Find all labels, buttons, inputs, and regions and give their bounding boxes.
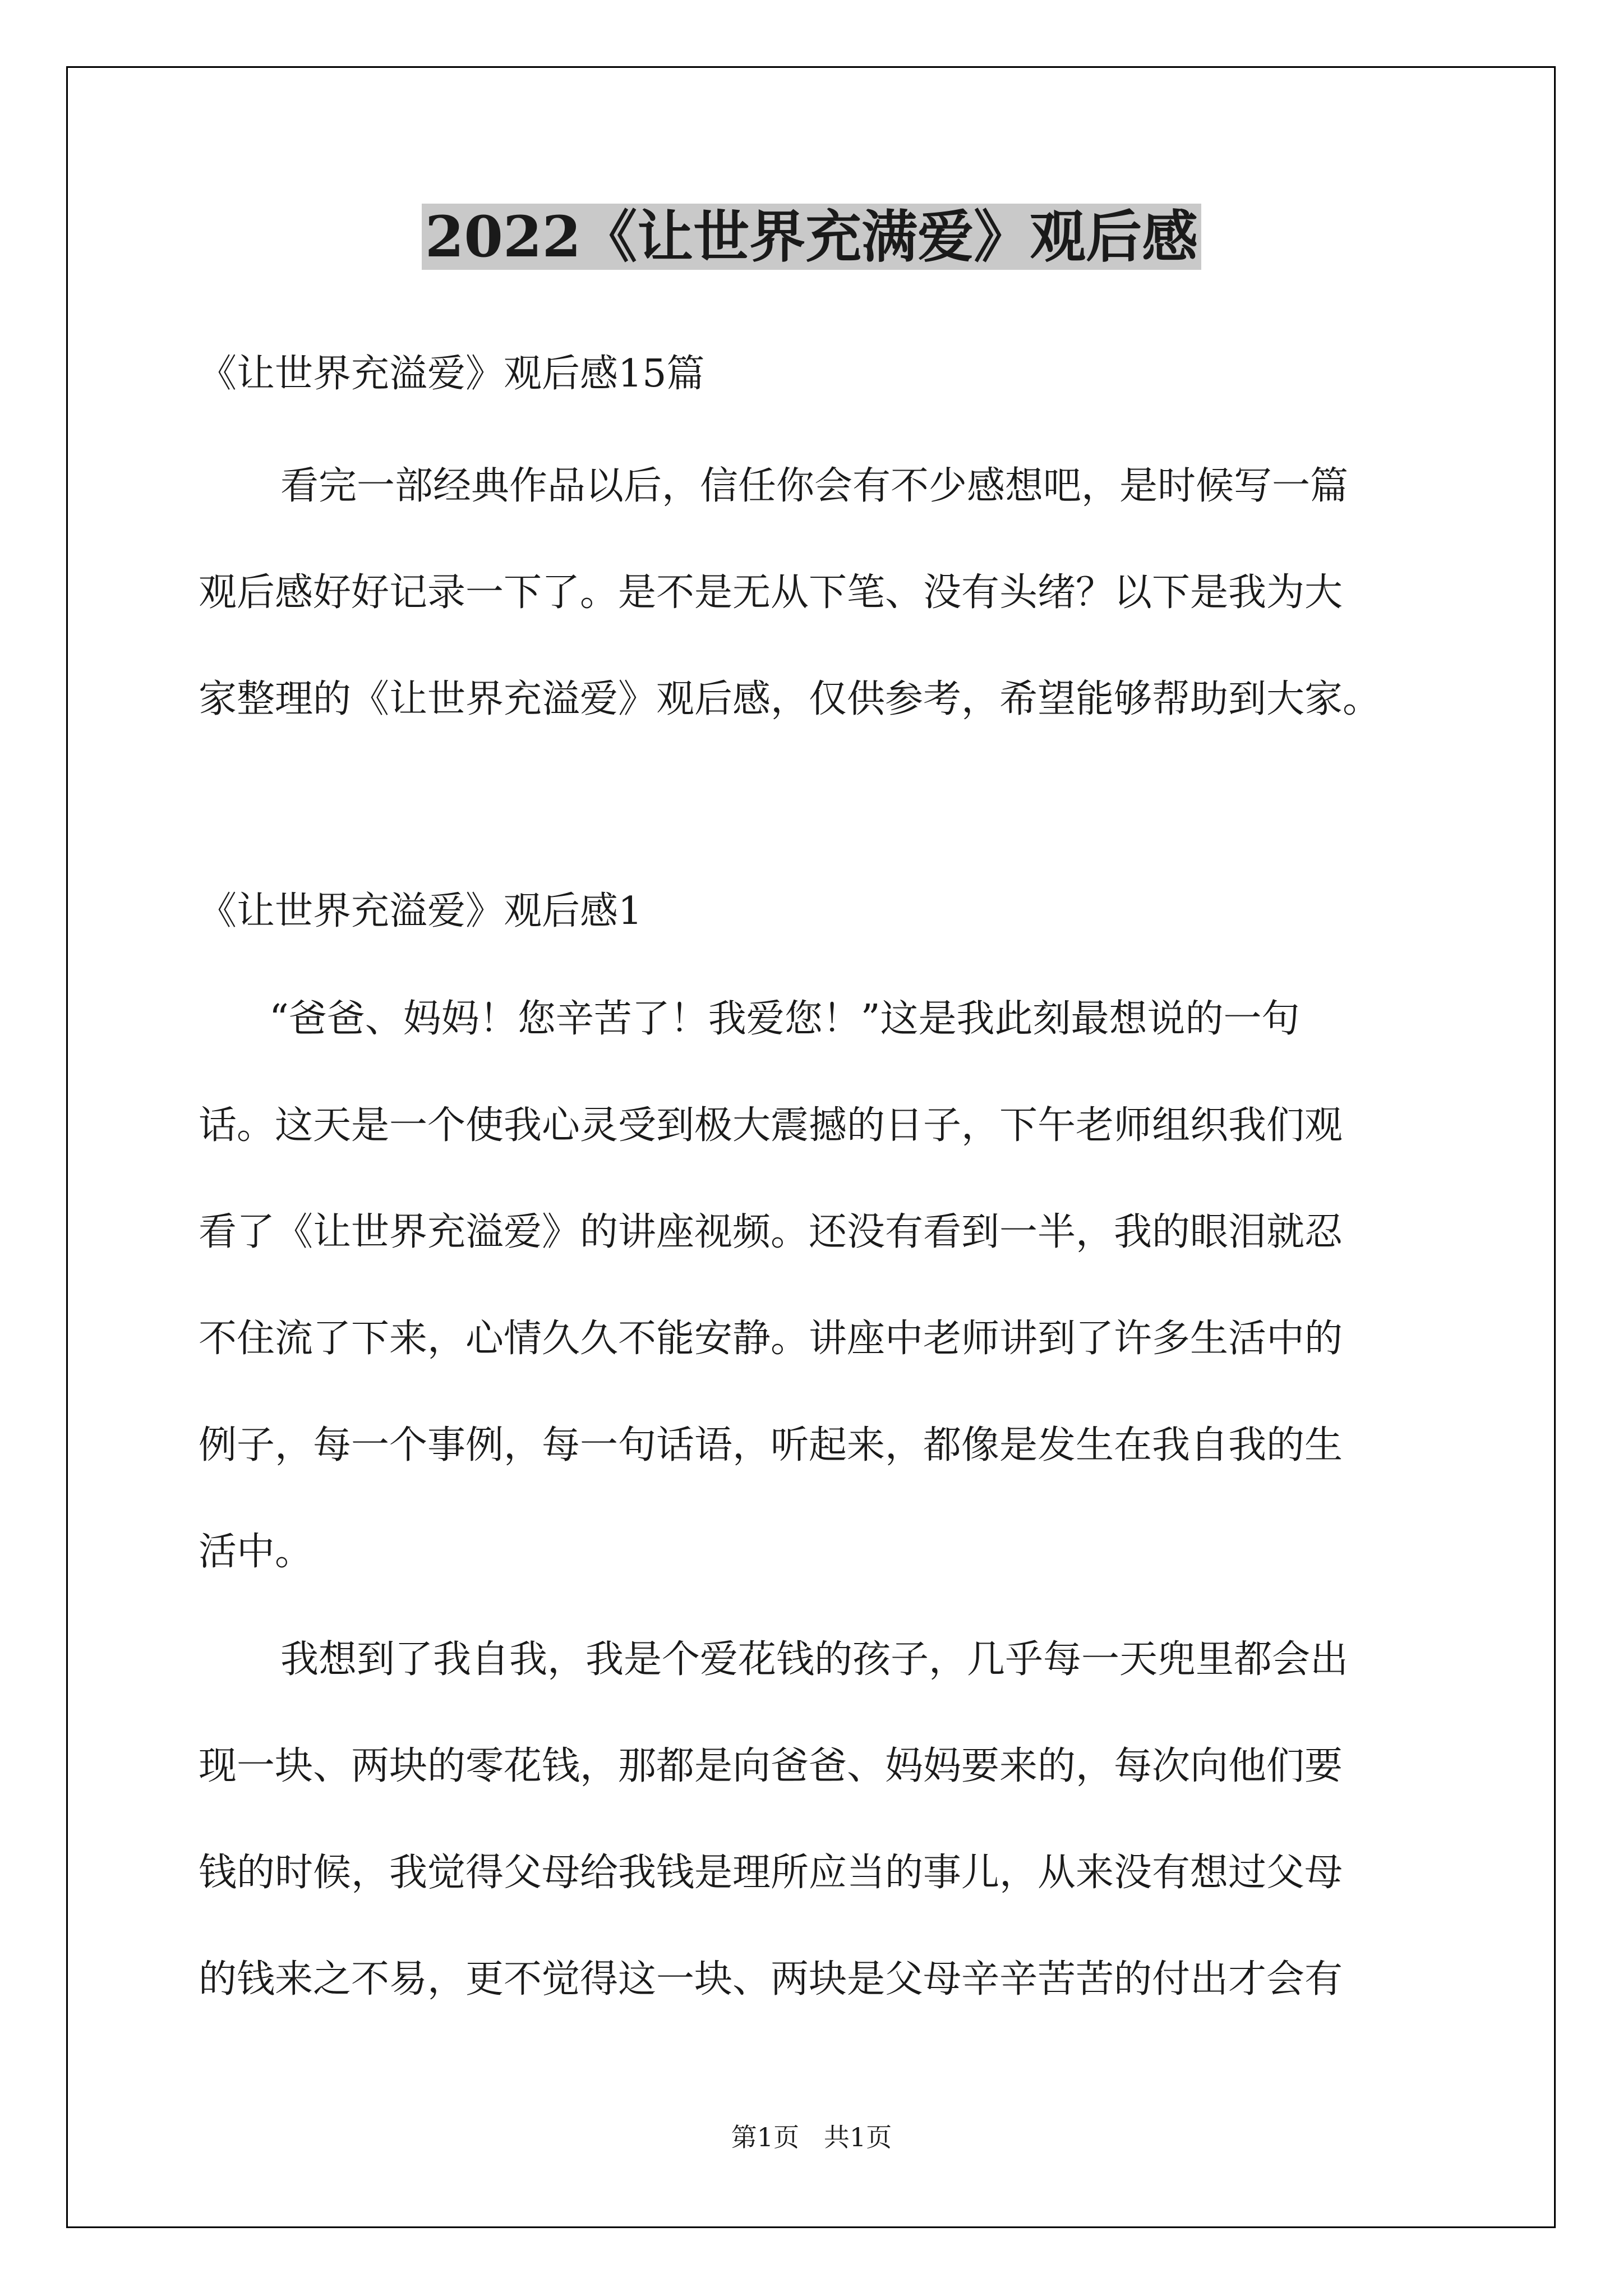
intro-line-2: 观后感好好记录一下了。是不是无从下笔、没有头绪？以下是我为大 [199,570,1343,615]
title-highlight: 2022《让世界充满爱》观后感 [422,204,1201,270]
intro-line-3: 家整理的《让世界充溢爱》观后感，仅供参考，希望能够帮助到大家。 [199,677,1381,721]
paragraph2-line-3: 钱的时候，我觉得父母给我钱是理所应当的事儿，从来没有想过父母 [199,1851,1343,1895]
paragraph2-line-4: 的钱来之不易，更不觉得这一块、两块是父母辛辛苦苦的付出才会有 [199,1957,1343,2001]
paragraph1-line-5: 例子，每一个事例，每一句话语，听起来，都像是发生在我自我的生 [199,1423,1343,1467]
paragraph1-line-3: 看了《让世界充溢爱》的讲座视频。还没有看到一半，我的眼泪就忍 [199,1210,1343,1254]
subtitle: 《让世界充溢爱》观后感15篇 [199,352,705,396]
paragraph2-line-1: 我想到了我自我，我是个爱花钱的孩子，几乎每一天兜里都会出 [280,1637,1349,1682]
page-footer: 第1页 共1页 [731,2122,892,2152]
intro-line-1: 看完一部经典作品以后，信任你会有不少感想吧，是时候写一篇 [280,464,1349,508]
paragraph1-line-4: 不住流了下来，心情久久不能安静。讲座中老师讲到了许多生活中的 [199,1317,1343,1361]
paragraph2-line-2: 现一块、两块的零花钱，那都是向爸爸、妈妈要来的，每次向他们要 [199,1744,1343,1788]
paragraph1-line-1: “爸爸、妈妈！您辛苦了！我爱您！”这是我此刻最想说的一句 [269,997,1300,1041]
document-title [0,197,1623,276]
paragraph1-line-6: 活中。 [199,1530,313,1574]
section-heading: 《让世界充溢爱》观后感1 [199,889,643,933]
paragraph1-line-2: 话。这天是一个使我心灵受到极大震撼的日子，下午老师组织我们观 [199,1103,1343,1148]
